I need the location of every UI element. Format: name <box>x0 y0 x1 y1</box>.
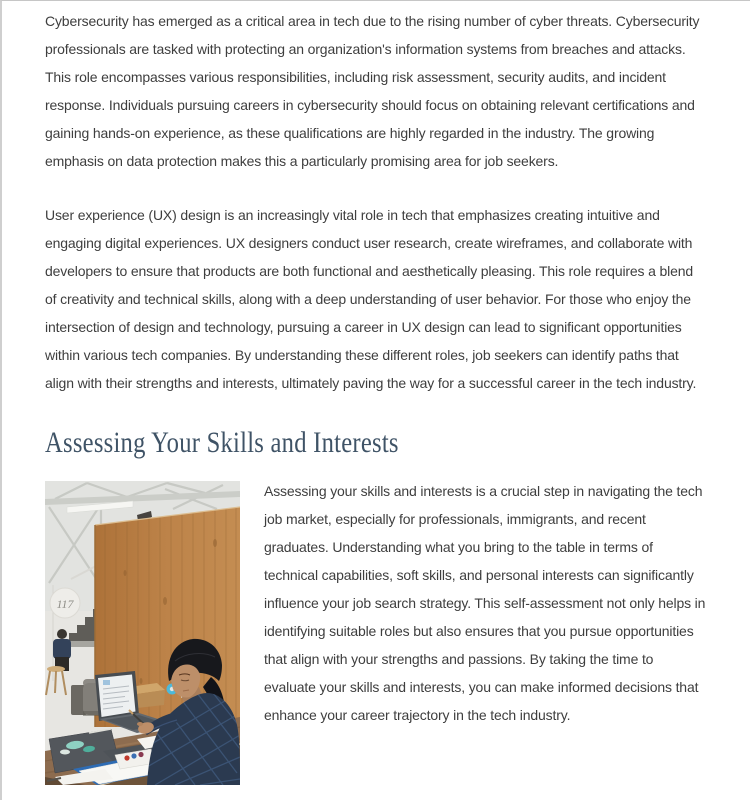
paragraph-cybersecurity: Cybersecurity has emerged as a critical area in tech due to the rising number of cyber threats. Cybersecurity professionals are tasked with protecting an organization's information systems from breaches and attacks. This role encompasses various responsibilities, including risk assessment, security audits, and incident response. Individuals pursuing careers in cybersecurity should focus on obtaining relevant certifications and gaining hands-on experience, as these qualifications are highly regarded in the industry. The growing emphasis on data protection makes this a particularly promising area for job seekers. <box>45 13 700 169</box>
workspace-photo-illustration <box>45 481 240 785</box>
workspace-photo <box>45 481 240 785</box>
skills-section <box>45 477 706 785</box>
section-body-text: Assessing your skills and interests is a crucial step in navigating the tech job market, especially for professionals, immigrants, and recent graduates. Understanding what you bring to the table in terms of technical capabilities, soft skills, and personal interests can significantly influence your job search strategy. This self-assessment not only helps in identifying suitable roles but also ensures that you pursue opportunities that align with your strengths and passions. By taking the time to evaluate your skills and interests, you can make informed decisions that enhance your career trajectory in the tech industry. <box>264 483 706 723</box>
paragraph-ux-design: User experience (UX) design is an increasingly vital role in tech that emphasizes creating intuitive and engaging digital experiences. UX designers conduct user research, create wireframes, and collaborate with developers to ensure that products are both functional and aesthetically pleasing. This role requires a blend of creativity and technical skills, along with a deep understanding of user behavior. For those who enjoy the intersection of design and technology, pursuing a career in UX design can lead to significant opportunities within various tech companies. By understanding these different roles, job seekers can identify paths that align with their strengths and interests, ultimately paving the way for a successful career in the tech industry. <box>45 207 697 391</box>
section-heading <box>45 423 706 465</box>
section-heading-text: Assessing Your Skills and Interests <box>45 426 399 459</box>
wall-sign-117: 117 <box>56 597 74 611</box>
